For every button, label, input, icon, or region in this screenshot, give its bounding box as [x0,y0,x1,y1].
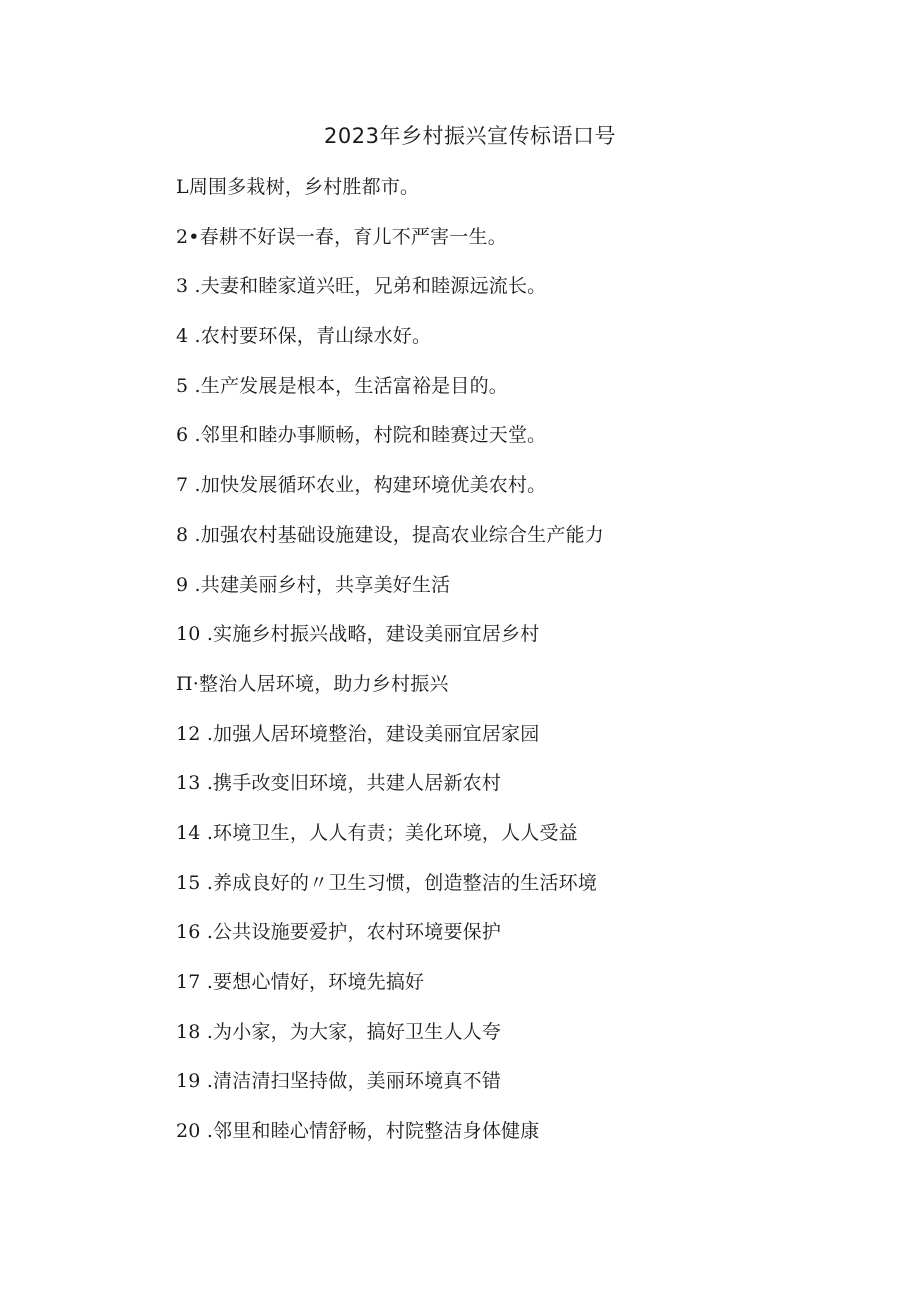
list-item: 5 .生产发展是根本，生活富裕是目的。 [176,374,508,397]
list-item: 16 .公共设施要爱护，农村环境要保护 [176,921,502,944]
list-item: 14 .环境卫生，人人有责；美化环境，人人受益 [176,821,578,844]
list-item: 9 .共建美丽乡村，共享美好生活 [176,573,451,596]
list-item: 12 .加强人居环境整治，建设美丽宜居家园 [176,722,540,745]
list-item: 8 .加强农村基础设施建设，提高农业综合生产能力 [176,523,604,546]
list-item: 7 .加快发展循环农业，构建环境优美农村。 [176,474,547,497]
list-item: 3 .夫妻和睦家道兴旺，兄弟和睦源远流长。 [176,275,547,298]
document-title: 2023年乡村振兴宣传标语口号 [324,124,616,148]
list-item: 15 .养成良好的〃卫生习惯，创造整洁的生活环境 [176,871,598,894]
list-item: 19 .清洁清扫坚持做，美丽环境真不错 [176,1070,502,1093]
slogan-list [176,172,876,1166]
list-item: 20 .邻里和睦心情舒畅，村院整洁身体健康 [176,1120,540,1143]
list-item: 13 .携手改变旧环境，共建人居新农村 [176,772,502,795]
list-item: L周围多栽树，乡村胜都市。 [176,176,420,198]
list-item: 10 .实施乡村振兴战略，建设美丽宜居乡村 [176,623,540,646]
list-item: 6 .邻里和睦办事顺畅，村院和睦赛过天堂。 [176,424,547,447]
list-item: 17 .要想心情好，环境先搞好 [176,971,425,993]
list-item: Π·整治人居环境，助力乡村振兴 [176,672,449,695]
list-item: 18 .为小家，为大家，搞好卫生人人夸 [176,1020,502,1043]
list-item: 4 .农村要环保，青山绿水好。 [176,325,432,348]
list-item: 2•春耕不好误一春，育儿不严害一生。 [176,225,507,248]
